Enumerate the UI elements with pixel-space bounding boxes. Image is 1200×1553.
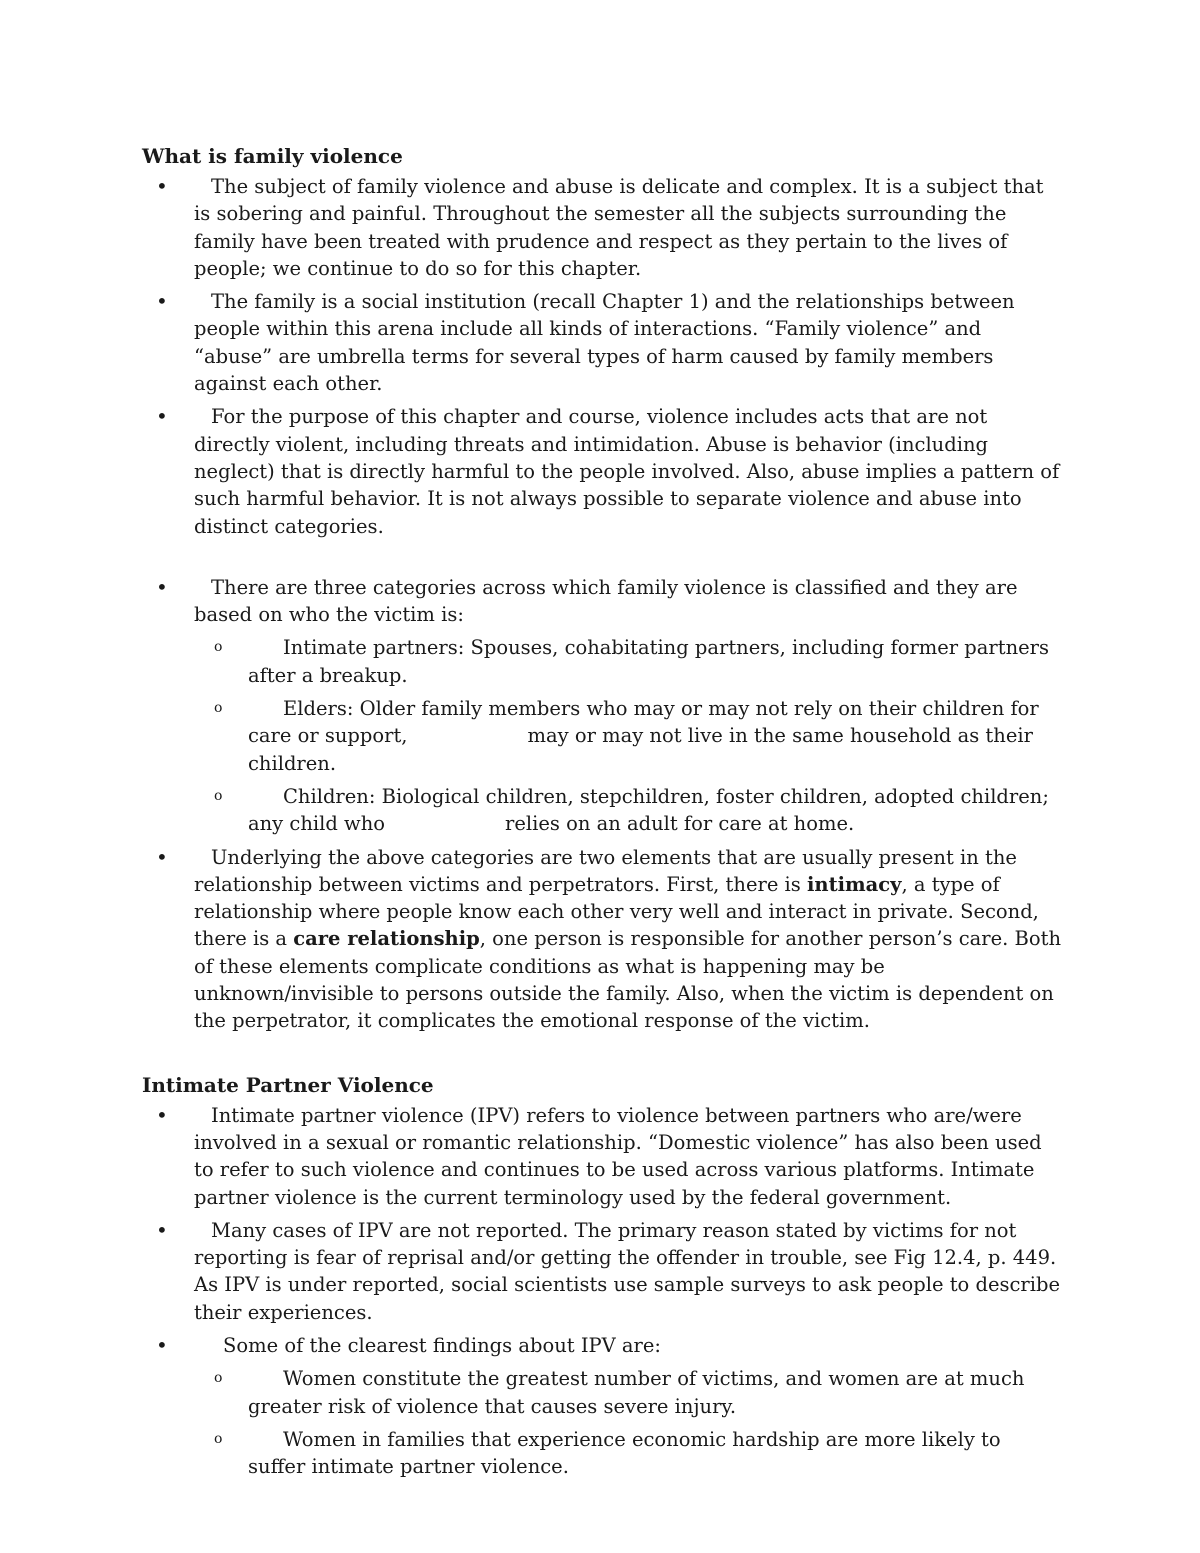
- sub-list-item: [194, 634, 1062, 689]
- sub-list-item-text-part: may or may not live in the same household as their children.: [248, 724, 1033, 775]
- list-item: [142, 288, 1062, 397]
- circle-bullet-icon: o: [214, 787, 223, 804]
- term-care-relationship: care relationship: [293, 927, 480, 951]
- sub-list-item-text-part: Children: Biological children, stepchildren, foster children, adopted children; any child who: [248, 784, 1049, 836]
- sub-list-item-text: [248, 695, 1062, 777]
- circle-bullet-icon: o: [214, 1370, 223, 1387]
- bullet-icon: •: [156, 844, 168, 869]
- bullet-icon: •: [156, 574, 168, 599]
- list-item-text: Some of the clearest findings about IPV are:: [223, 1333, 661, 1357]
- text-run: Underlying the above categories are two elements that are usually present in the relationship between victims and perpetrators. First, there is: [194, 845, 1017, 896]
- sub-list-item-text: Intimate partners: Spouses, cohabitating partners, including former partners after a breakup.: [248, 636, 1050, 687]
- section-heading-intimate-partner-violence: Intimate Partner Violence: [142, 1072, 434, 1097]
- bullet-icon: •: [156, 404, 168, 429]
- list-item: [142, 1217, 1062, 1326]
- sub-list-item: [194, 1426, 1062, 1481]
- list-item: [142, 1102, 1062, 1211]
- sub-list-item: [194, 1365, 1062, 1420]
- list-item-text: Many cases of IPV are not reported. The primary reason stated by victims for not reporting is fear of reprisal and/or getting the offender in trouble, see Fig 12.4, p. 449. As IPV is under reported, social scientists use sample surveys to ask people to describe their experiences.: [194, 1218, 1061, 1324]
- document-body: [142, 142, 1062, 1486]
- list-item-text: The subject of family violence and abuse is delicate and complex. It is a subject that is sobering and painful. Throughout the semester all the subjects surrounding the family have been treated with prudence and respect as they pertain to the lives of people; we continue to do so for this chapter.: [194, 175, 1044, 280]
- list-item-text: Intimate partner violence (IPV) refers to violence between partners who are/were involved in a sexual or romantic relationship. “Domestic violence” has also been used to refer to such violence and continues to be used across various platforms. Intimate partner violence is the current terminology used by the federal government.: [194, 1103, 1042, 1209]
- list-item: [142, 1332, 1062, 1480]
- circle-bullet-icon: o: [214, 700, 223, 717]
- sub-list-item-text: Women constitute the greatest number of victims, and women are at much greater risk of violence that causes severe injury.: [248, 1367, 1025, 1418]
- list-item: [142, 844, 1062, 1035]
- list-item-text: For the purpose of this chapter and course, violence includes acts that are not directly violent, including threats and intimidation. Abuse is behavior (including neglect) that is directly harmful to the people involved. Also, abuse implies a pattern of such harmful behavior. It is not always possible to separate violence and abuse into distinct categories.: [194, 405, 1060, 538]
- sub-list-item: [194, 783, 1062, 838]
- circle-bullet-icon: o: [214, 1430, 223, 1447]
- bullet-icon: •: [156, 1217, 168, 1242]
- circle-bullet-icon: o: [214, 639, 223, 656]
- bullet-icon: •: [156, 289, 168, 314]
- list-item: [142, 403, 1062, 539]
- bullet-list: [142, 1102, 1062, 1481]
- bullet-icon: •: [156, 1332, 168, 1357]
- list-item: [142, 173, 1062, 282]
- bullet-icon: •: [156, 174, 168, 198]
- list-item: [142, 574, 1062, 838]
- text-run: , a type of relationship where people know each other very well and interact in private. Second, there is a: [194, 872, 1039, 951]
- list-item-text: There are three categories across which family violence is classified and they are based on who the victim is:: [194, 575, 1018, 627]
- section-heading-family-violence: What is family violence: [142, 144, 403, 168]
- sub-bullet-list: [194, 1365, 1062, 1480]
- list-item-text: [194, 844, 1062, 1035]
- text-run: , one person is responsible for another person’s care. Both of these elements complicate conditions as what is happening may be unknown/invisible to persons outside the family. Also, when the victim is dependent on the perpetrator, it complicates the emotional response of the victim.: [194, 927, 1062, 1033]
- term-intimacy: intimacy: [807, 872, 902, 896]
- bullet-list: [142, 173, 1062, 1035]
- list-item-text: The family is a social institution (recall Chapter 1) and the relationships between people within this arena include all kinds of interactions. “Family violence” and “abuse” are umbrella terms for several types of harm caused by family members against each other.: [194, 290, 1015, 396]
- sub-list-item-text: [248, 783, 1062, 838]
- sub-list-item-text-part: Elders: Older family members who may or may not rely on their children for care or support,: [248, 697, 1039, 748]
- sub-list-item-text-part: relies on an adult for care at home.: [505, 812, 855, 836]
- sub-list-item-text: Women in families that experience economic hardship are more likely to suffer intimate partner violence.: [248, 1427, 1001, 1479]
- bullet-icon: •: [156, 1102, 168, 1127]
- sub-list-item: [194, 695, 1062, 777]
- sub-bullet-list: [194, 634, 1062, 837]
